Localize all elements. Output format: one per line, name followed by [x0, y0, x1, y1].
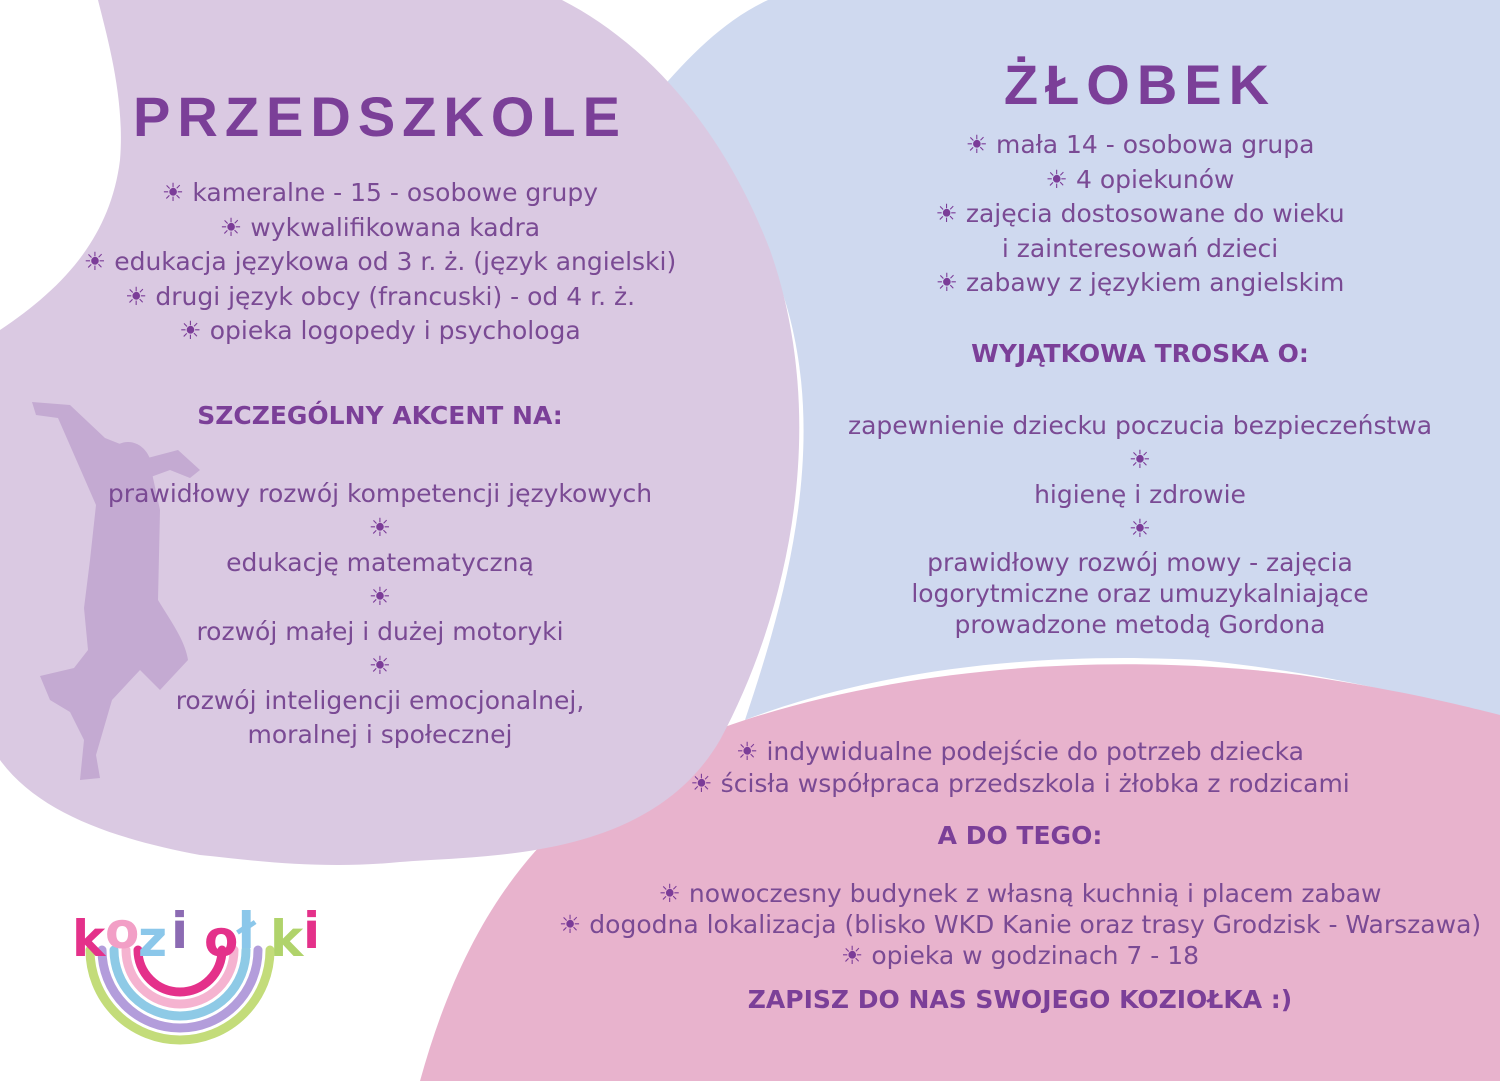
logo-letter: z	[138, 910, 168, 968]
przedszkole-title: PRZEDSZKOLE	[133, 85, 627, 148]
list-item: rozwój małej i dużej motoryki	[196, 616, 564, 646]
star-bullet-icon: ☀	[124, 281, 148, 311]
list-item: ☀ dogodna lokalizacja (blisko WKD Kanie oraz trasy Grodzisk - Warszawa)	[558, 910, 1482, 939]
list-item: ☀ indywidualne podejście do potrzeb dziecka	[736, 737, 1304, 766]
przedszkole-features	[40, 176, 720, 349]
accent-heading: SZCZEGÓLNY AKCENT NA:	[197, 400, 563, 430]
star-bullet-icon: ☀	[935, 268, 959, 297]
list-item: ☀ drugi język obcy (francuski) - od 4 r. ż.	[40, 280, 720, 315]
care-list	[830, 409, 1450, 640]
list-item: ☀ nowoczesny budynek z własną kuchnią i placem zabaw	[658, 879, 1382, 908]
list-item: prowadzone metodą Gordona	[954, 609, 1326, 639]
logo-letter: k	[270, 910, 304, 968]
star-separator-icon: ☀	[1128, 514, 1152, 543]
zlobek-features	[830, 128, 1450, 301]
accent-list	[40, 477, 720, 753]
star-bullet-icon: ☀	[840, 941, 864, 970]
list-item: ☀ opieka w godzinach 7 - 18	[840, 941, 1200, 970]
star-separator-icon: ☀	[368, 513, 392, 542]
list-item: ☀ opieka logopedy i psychologa	[40, 314, 720, 349]
logo-letter: k	[72, 910, 106, 968]
koziolki-logo-graphic	[60, 890, 360, 1050]
list-item: ☀ wykwalifikowana kadra	[40, 211, 720, 246]
star-separator-icon: ☀	[368, 651, 392, 680]
koziolki-logo	[60, 890, 360, 1054]
zlobek-title: ŻŁOBEK	[1003, 53, 1277, 116]
star-bullet-icon: ☀	[1045, 164, 1068, 194]
star-bullet-icon: ☀	[219, 212, 243, 242]
list-item: moralnej i społecznej	[247, 720, 513, 749]
star-bullet-icon: ☀	[179, 316, 202, 345]
star-separator-icon: ☀	[1128, 445, 1152, 474]
list-item: prawidłowy rozwój kompetencji językowych	[107, 478, 653, 508]
list-item: ☀ mała 14 - osobowa grupa	[830, 128, 1450, 163]
logo-letter: i	[171, 902, 189, 960]
list-item: zapewnienie dziecku poczucia bezpieczeństwa	[847, 410, 1433, 440]
star-bullet-icon: ☀	[558, 910, 582, 939]
zlobek-section	[830, 52, 1450, 640]
star-bullet-icon: ☀	[690, 768, 713, 798]
star-bullet-icon: ☀	[935, 199, 958, 228]
list-item: ☀ edukacja językowa od 3 r. ż. (język angielski)	[40, 245, 720, 280]
star-separator-icon: ☀	[368, 582, 392, 611]
signup-call-to-action: ZAPISZ DO NAS SWOJEGO KOZIOŁKA :)	[747, 985, 1293, 1014]
list-item: edukację matematyczną	[226, 547, 534, 577]
star-bullet-icon: ☀	[658, 879, 681, 908]
logo-letter: ł	[237, 902, 256, 960]
list-item: ☀ 4 opiekunów	[830, 163, 1450, 198]
star-bullet-icon: ☀	[736, 737, 759, 766]
extras-features	[520, 736, 1500, 799]
list-item: i zainteresowań dzieci	[1001, 233, 1279, 263]
extra-heading: A DO TEGO:	[937, 821, 1103, 850]
list-item: ☀ ścisła współpraca przedszkola i żłobka z rodzicami	[690, 768, 1350, 798]
extra-features	[520, 878, 1500, 971]
list-item: higienę i zdrowie	[1034, 479, 1246, 509]
list-item: logorytmiczne oraz umuzykalniające	[911, 578, 1369, 608]
list-item: ☀ zajęcia dostosowane do wieku	[830, 197, 1450, 232]
care-heading: WYJĄTKOWA TROSKA O:	[971, 338, 1309, 368]
list-item: prawidłowy rozwój mowy - zajęcia	[927, 547, 1353, 577]
logo-letter: i	[303, 902, 321, 960]
list-item: ☀ zabawy z językiem angielskim	[830, 266, 1450, 301]
extras-section	[520, 736, 1500, 1014]
logo-letter: o	[105, 902, 140, 960]
star-bullet-icon: ☀	[965, 130, 988, 159]
list-item: ☀ kameralne - 15 - osobowe grupy	[40, 176, 720, 211]
star-bullet-icon: ☀	[161, 178, 185, 207]
logo-letter: o	[204, 910, 239, 968]
przedszkole-section	[40, 84, 720, 753]
list-item: rozwój inteligencji emocjonalnej,	[175, 685, 585, 715]
star-bullet-icon: ☀	[83, 247, 107, 276]
